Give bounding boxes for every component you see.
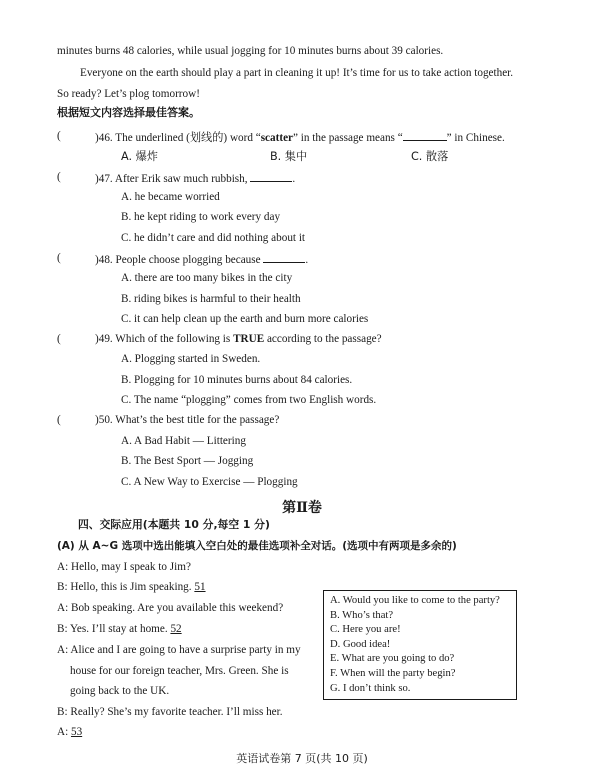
answer-paren: ( — [57, 414, 61, 426]
part-heading: 四、交际应用(本题共 10 分,每空 1 分) — [78, 518, 270, 531]
passage-line: minutes burns 48 calories, while usual jogging for 10 minutes burns about 39 calories. — [57, 45, 444, 57]
option: B. 集中 — [270, 150, 308, 163]
option: B. he kept riding to work every day — [121, 211, 281, 223]
option: B. The Best Sport — Jogging — [121, 455, 254, 467]
answer-blank[interactable] — [250, 170, 292, 182]
passage-line: So ready? Let’s plog tomorrow! — [57, 88, 200, 100]
blank-number[interactable]: 51 — [194, 581, 206, 593]
question-stem: )50. What’s the best title for the passage? — [95, 414, 280, 426]
instruction: 根据短文内容选择最佳答案。 — [57, 106, 200, 119]
blank-number[interactable]: 53 — [70, 726, 83, 738]
choice-item: B. Who’s that? — [330, 609, 394, 621]
option: B. Plogging for 10 minutes burns about 84 calories. — [121, 374, 353, 386]
option: A. Plogging started in Sweden. — [121, 353, 261, 365]
option: A. there are too many bikes in the city — [121, 272, 293, 284]
page-footer: 英语试卷第 7 页(共 10 页) — [236, 752, 368, 765]
choices-box — [323, 590, 517, 700]
option: A. A Bad Habit — Littering — [121, 435, 246, 447]
option: A. 爆炸 — [121, 150, 158, 163]
emphasis-word: TRUE — [233, 333, 265, 345]
question-stem: )47. After Erik saw much rubbish, . — [95, 170, 295, 186]
question-stem: )46. The underlined (划线的) word “scatter” in the passage means “ ” in Chinese. — [95, 129, 505, 145]
choice-item: D. Good idea! — [330, 638, 391, 650]
question-stem: )48. People choose plogging because . — [95, 251, 308, 267]
option: C. he didn’t care and did nothing about it — [121, 232, 306, 244]
answer-blank[interactable] — [263, 251, 305, 263]
choice-item: A. Would you like to come to the party? — [330, 595, 500, 606]
dialogue-line: B: Really? She’s my favorite teacher. I’ll miss her. — [57, 706, 283, 718]
question-stem: )49. Which of the following is TRUE according to the passage? — [95, 333, 382, 345]
section-title: 第Ⅱ卷 — [282, 500, 322, 516]
choice-item: G. I don’t think so. — [330, 682, 411, 694]
dialogue-line: house for our foreign teacher, Mrs. Green. She is — [70, 665, 289, 677]
answer-paren: ( — [57, 130, 61, 142]
part-instruction: (A) 从 A~G 选项中选出能填入空白处的最佳选项补全对话。(选项中有两项是多余的) — [57, 540, 457, 552]
choice-item: F. When will the party begin? — [330, 667, 456, 679]
dialogue-line: A: Alice and I are going to have a surprise party in my — [57, 644, 301, 656]
dialogue-line: B: Hello, this is Jim speaking. 51 — [57, 581, 206, 593]
emphasis-word: scatter — [260, 132, 293, 144]
dialogue-line: going back to the UK. — [70, 685, 170, 697]
passage-line: Everyone on the earth should play a part in cleaning it up! It’s time for us to take action together. — [80, 67, 514, 79]
choice-item: C. Here you are! — [330, 624, 401, 636]
answer-paren: ( — [57, 171, 61, 183]
answer-paren: ( — [57, 252, 61, 264]
option: C. A New Way to Exercise — Plogging — [121, 476, 298, 488]
option: C. 散落 — [411, 150, 449, 163]
dialogue-line: A: 53 — [57, 726, 83, 738]
answer-blank[interactable] — [403, 129, 447, 141]
option: B. riding bikes is harmful to their health — [121, 293, 301, 305]
dialogue-line: A: Hello, may I speak to Jim? — [57, 561, 191, 573]
dialogue-line: B: Yes. I’ll stay at home. 52 — [57, 623, 182, 635]
option: C. it can help clean up the earth and burn more calories — [121, 313, 369, 325]
dialogue-line: A: Bob speaking. Are you available this weekend? — [57, 602, 284, 614]
answer-paren: ( — [57, 333, 61, 345]
choice-item: E. What are you going to do? — [330, 653, 455, 665]
option: C. The name “plogging” comes from two English words. — [121, 394, 377, 406]
blank-number[interactable]: 52 — [170, 623, 182, 635]
option: A. he became worried — [121, 191, 220, 203]
